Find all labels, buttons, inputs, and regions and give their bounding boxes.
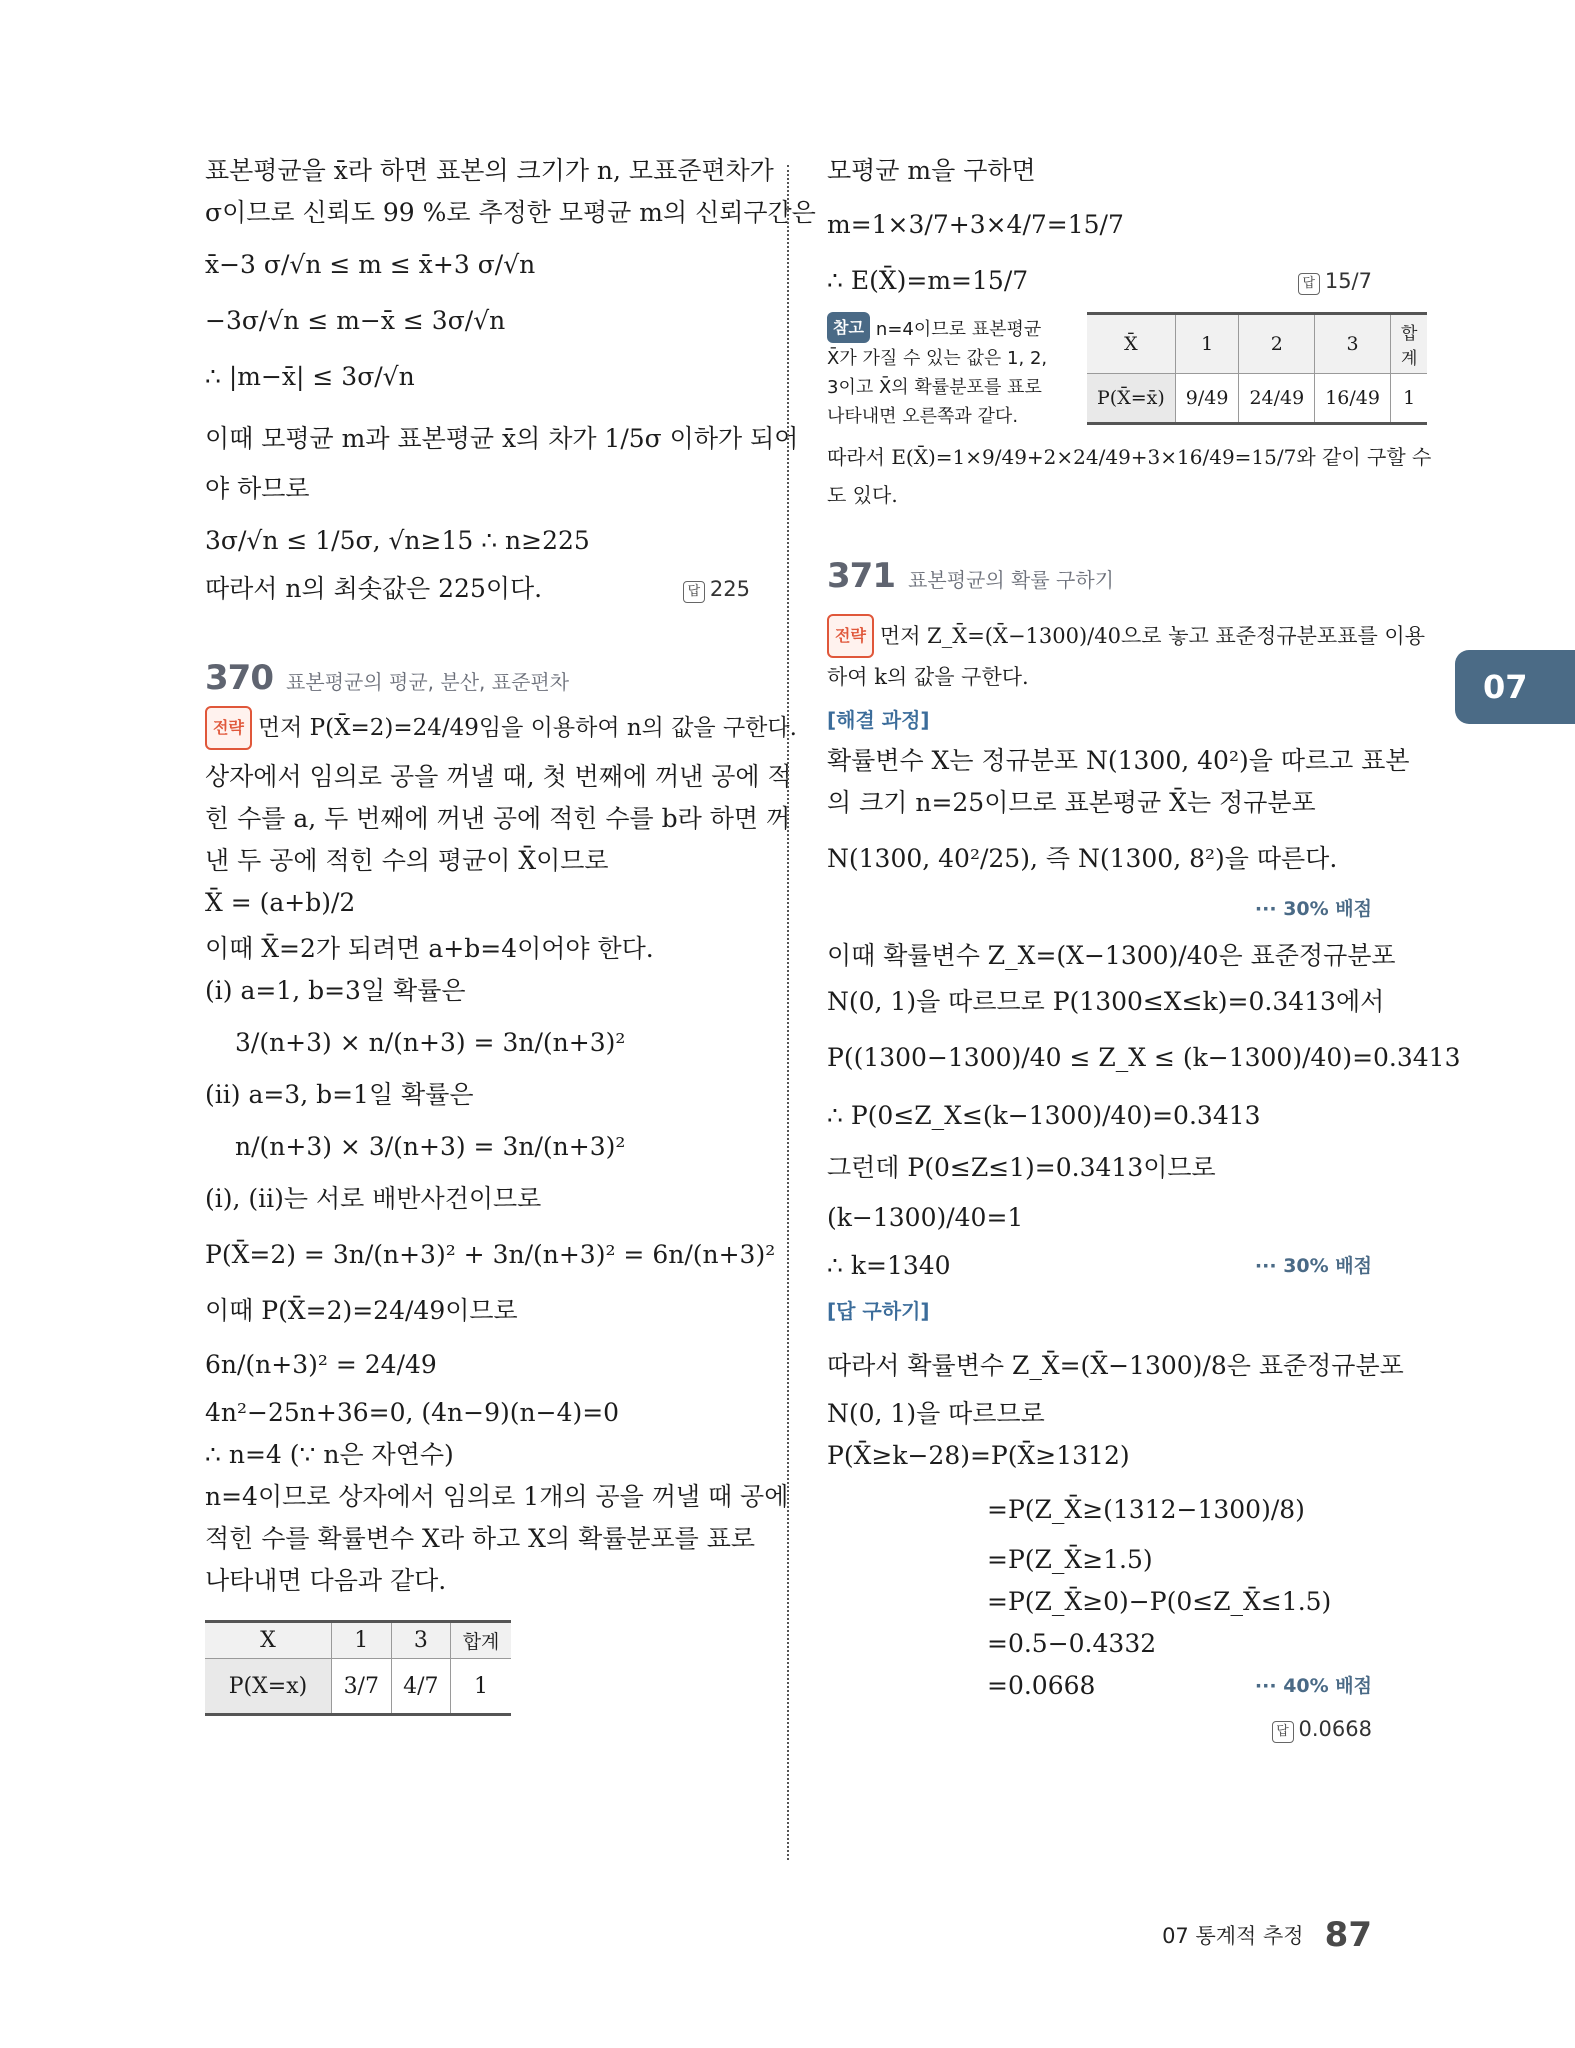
answer <box>683 568 750 610</box>
right-column <box>827 150 1461 1750</box>
distribution-table-x <box>205 1620 511 1716</box>
section-header-371 <box>827 548 1372 604</box>
note-line: 나타내면 오른쪽과 같다. <box>827 406 1019 427</box>
equation: =P(Z_X̄≥1.5) <box>987 1545 1153 1574</box>
equation: N(1300, 40²/25), 즉 N(1300, 8²)을 따른다. <box>827 844 1338 873</box>
equation: ∴ |m−x̄| ≤ 3σ/√n <box>205 362 415 391</box>
final-answer-line <box>827 1707 1372 1750</box>
score-weight: ··· 30% 배점 <box>1254 898 1372 920</box>
equation: 3σ/√n ≤ 1/5σ, √n≥15 ∴ n≥225 <box>205 526 590 555</box>
table-cell: 1 <box>451 1659 511 1715</box>
table-row-label: P(X̄=x̄) <box>1087 374 1175 424</box>
case-label: (ii) a=3, b=1일 확률은 <box>205 1080 474 1109</box>
answer-badge-icon: 답 <box>683 581 705 603</box>
table-header: 합계 <box>451 1622 511 1659</box>
equation: =0.5−0.4332 <box>987 1629 1157 1658</box>
paragraph: 이때 P(X̄=2)=24/49이므로 <box>205 1296 518 1325</box>
k-result-line <box>827 1245 1372 1287</box>
equation: =0.0668 <box>987 1671 1096 1700</box>
expected-value-line <box>827 260 1372 302</box>
equation: x̄−3 σ/√n ≤ m ≤ x̄+3 σ/√n <box>205 250 536 279</box>
table-header: 3 <box>1315 314 1391 374</box>
paragraph: 따라서 n의 최솟값은 225이다. <box>205 574 543 603</box>
paragraph: 상자에서 임의로 공을 꺼낼 때, 첫 번째에 꺼낸 공에 적 <box>205 762 792 791</box>
table-cell: 24/49 <box>1239 374 1315 424</box>
answer <box>1272 1717 1372 1741</box>
paragraph: 이때 확률변수 Z_X=(X−1300)/40은 표준정규분포 <box>827 941 1396 970</box>
chapter-tab: 07 <box>1455 650 1575 724</box>
score-weight: ··· 40% 배점 <box>1254 1675 1372 1697</box>
equation: =P(Z_X̄≥0)−P(0≤Z_X̄≤1.5) <box>987 1587 1332 1616</box>
strategy-line <box>205 706 797 750</box>
note-block <box>827 312 1418 438</box>
equation: n/(n+3) × 3/(n+3) = 3n/(n+3)² <box>235 1132 626 1161</box>
equation: P((1300−1300)/40 ≤ Z_X ≤ (k−1300)/40)=0.3413 <box>827 1043 1461 1072</box>
table-header: 1 <box>1175 314 1239 374</box>
note-line: X̄가 가질 수 있는 값은 1, 2, <box>827 348 1048 369</box>
answer-value: 0.0668 <box>1298 1717 1372 1741</box>
section-title: 표본평균의 평균, 분산, 표준편차 <box>286 670 570 694</box>
score-weight: ··· 30% 배점 <box>1254 1255 1372 1277</box>
note-tag: 참고 <box>827 312 870 343</box>
paragraph: 이때 X̄=2가 되려면 a+b=4이어야 한다. <box>205 934 654 963</box>
section-title: 표본평균의 확률 구하기 <box>908 568 1114 592</box>
answer <box>1298 260 1372 302</box>
section-number: 371 <box>827 556 895 596</box>
final-equation-line <box>827 1665 1372 1707</box>
paragraph: 나타내면 다음과 같다. <box>205 1566 447 1595</box>
paragraph: 낸 두 공에 적힌 수의 평균이 X̄이므로 <box>205 846 609 875</box>
strategy-line <box>827 614 1426 658</box>
equation: X̄ = (a+b)/2 <box>205 888 356 917</box>
section-number: 370 <box>205 658 273 698</box>
paragraph: 확률변수 X는 정규분포 N(1300, 40²)을 따르고 표본 <box>827 746 1410 775</box>
heading-process: [해결 과정] <box>827 708 930 732</box>
equation: =P(Z_X̄≥(1312−1300)/8) <box>987 1495 1305 1524</box>
paragraph: N(0, 1)을 따르므로 <box>827 1399 1045 1428</box>
paragraph: (i), (ii)는 서로 배반사건이므로 <box>205 1184 542 1213</box>
answer-value: 225 <box>709 577 750 601</box>
page-footer <box>1162 1915 1372 1955</box>
strategy-tag: 전략 <box>205 706 252 750</box>
paragraph: 이때 모평균 m과 표본평균 x̄의 차가 1/5σ 이하가 되어 <box>205 424 799 453</box>
paragraph: σ이므로 신뢰도 99 %로 추정한 모평균 m의 신뢰구간은 <box>205 198 816 227</box>
table-cell: 1 <box>1390 374 1427 424</box>
strategy-text: 먼저 Z_X̄=(X̄−1300)/40으로 놓고 표준정규분포표를 이용 <box>879 624 1426 648</box>
equation: 4n²−25n+36=0, (4n−9)(n−4)=0 <box>205 1398 620 1427</box>
equation: ∴ E(X̄)=m=15/7 <box>827 266 1029 295</box>
table-header: X̄ <box>1087 314 1175 374</box>
equation: (k−1300)/40=1 <box>827 1203 1024 1232</box>
paragraph: 의 크기 n=25이므로 표본평균 X̄는 정규분포 <box>827 788 1316 817</box>
conclusion-line <box>205 568 750 610</box>
section-header-370 <box>205 650 750 706</box>
equation: 3/(n+3) × n/(n+3) = 3n/(n+3)² <box>235 1028 626 1057</box>
equation: −3σ/√n ≤ m−x̄ ≤ 3σ/√n <box>205 306 506 335</box>
equation: m=1×3/7+3×4/7=15/7 <box>827 210 1124 239</box>
answer-badge-icon: 답 <box>1298 273 1320 295</box>
equation: P(X̄≥k−28)=P(X̄≥1312) <box>827 1441 1130 1470</box>
paragraph: 그런데 P(0≤Z≤1)=0.3413이므로 <box>827 1153 1216 1182</box>
equation: ∴ P(0≤Z_X≤(k−1300)/40)=0.3413 <box>827 1101 1261 1130</box>
equation: 6n/(n+3)² = 24/49 <box>205 1350 437 1379</box>
paragraph: 도 있다. <box>827 483 898 507</box>
paragraph: 적힌 수를 확률변수 X라 하고 X의 확률분포를 표로 <box>205 1524 756 1553</box>
paragraph: 따라서 E(X̄)=1×9/49+2×24/49+3×16/49=15/7와 같이 구할 수 <box>827 445 1432 469</box>
equation: ∴ n=4 (∵ n은 자연수) <box>205 1440 454 1469</box>
table-header: 2 <box>1239 314 1315 374</box>
table-cell: 3/7 <box>332 1659 392 1715</box>
note-line: n=4이므로 표본평균 <box>875 319 1042 340</box>
paragraph: N(0, 1)을 따르므로 P(1300≤X≤k)=0.3413에서 <box>827 987 1385 1016</box>
left-column <box>205 150 816 1716</box>
paragraph: 따라서 확률변수 Z_X̄=(X̄−1300)/8은 표준정규분포 <box>827 1351 1404 1380</box>
answer-value: 15/7 <box>1324 269 1372 293</box>
note-line: 3이고 X̄의 확률분포를 표로 <box>827 377 1042 398</box>
paragraph: 힌 수를 a, 두 번째에 꺼낸 공에 적힌 수를 b라 하면 꺼 <box>205 804 791 833</box>
table-header: 1 <box>332 1622 392 1659</box>
paragraph: 모평균 m을 구하면 <box>827 156 1036 185</box>
table-cell: 4/7 <box>391 1659 451 1715</box>
note-text <box>827 312 1067 431</box>
paragraph: n=4이므로 상자에서 임의로 1개의 공을 꺼낼 때 공에 <box>205 1482 789 1511</box>
heading-answer: [답 구하기] <box>827 1299 930 1323</box>
table-header: 합계 <box>1390 314 1427 374</box>
page-number: 87 <box>1324 1915 1372 1955</box>
distribution-table-xbar <box>1087 312 1427 425</box>
equation: ∴ k=1340 <box>827 1251 951 1280</box>
strategy-text: 먼저 P(X̄=2)=24/49임을 이용하여 n의 값을 구한다. <box>257 715 797 741</box>
strategy-tag: 전략 <box>827 614 874 658</box>
case-label: (i) a=1, b=3일 확률은 <box>205 976 466 1005</box>
table-header: 3 <box>391 1622 451 1659</box>
paragraph: 표본평균을 x̄라 하면 표본의 크기가 n, 모표준편차가 <box>205 156 774 185</box>
equation: P(X̄=2) = 3n/(n+3)² + 3n/(n+3)² = 6n/(n+3)² <box>205 1240 776 1269</box>
table-cell: 9/49 <box>1175 374 1239 424</box>
answer-badge-icon: 답 <box>1272 1721 1294 1743</box>
table-row-label: P(X=x) <box>205 1659 332 1715</box>
table-cell: 16/49 <box>1315 374 1391 424</box>
strategy-text: 하여 k의 값을 구한다. <box>827 665 1029 689</box>
footer-chapter-title: 07 통계적 추정 <box>1162 1924 1304 1948</box>
column-divider <box>787 165 789 1860</box>
table-header: X <box>205 1622 332 1659</box>
paragraph: 야 하므로 <box>205 474 310 503</box>
